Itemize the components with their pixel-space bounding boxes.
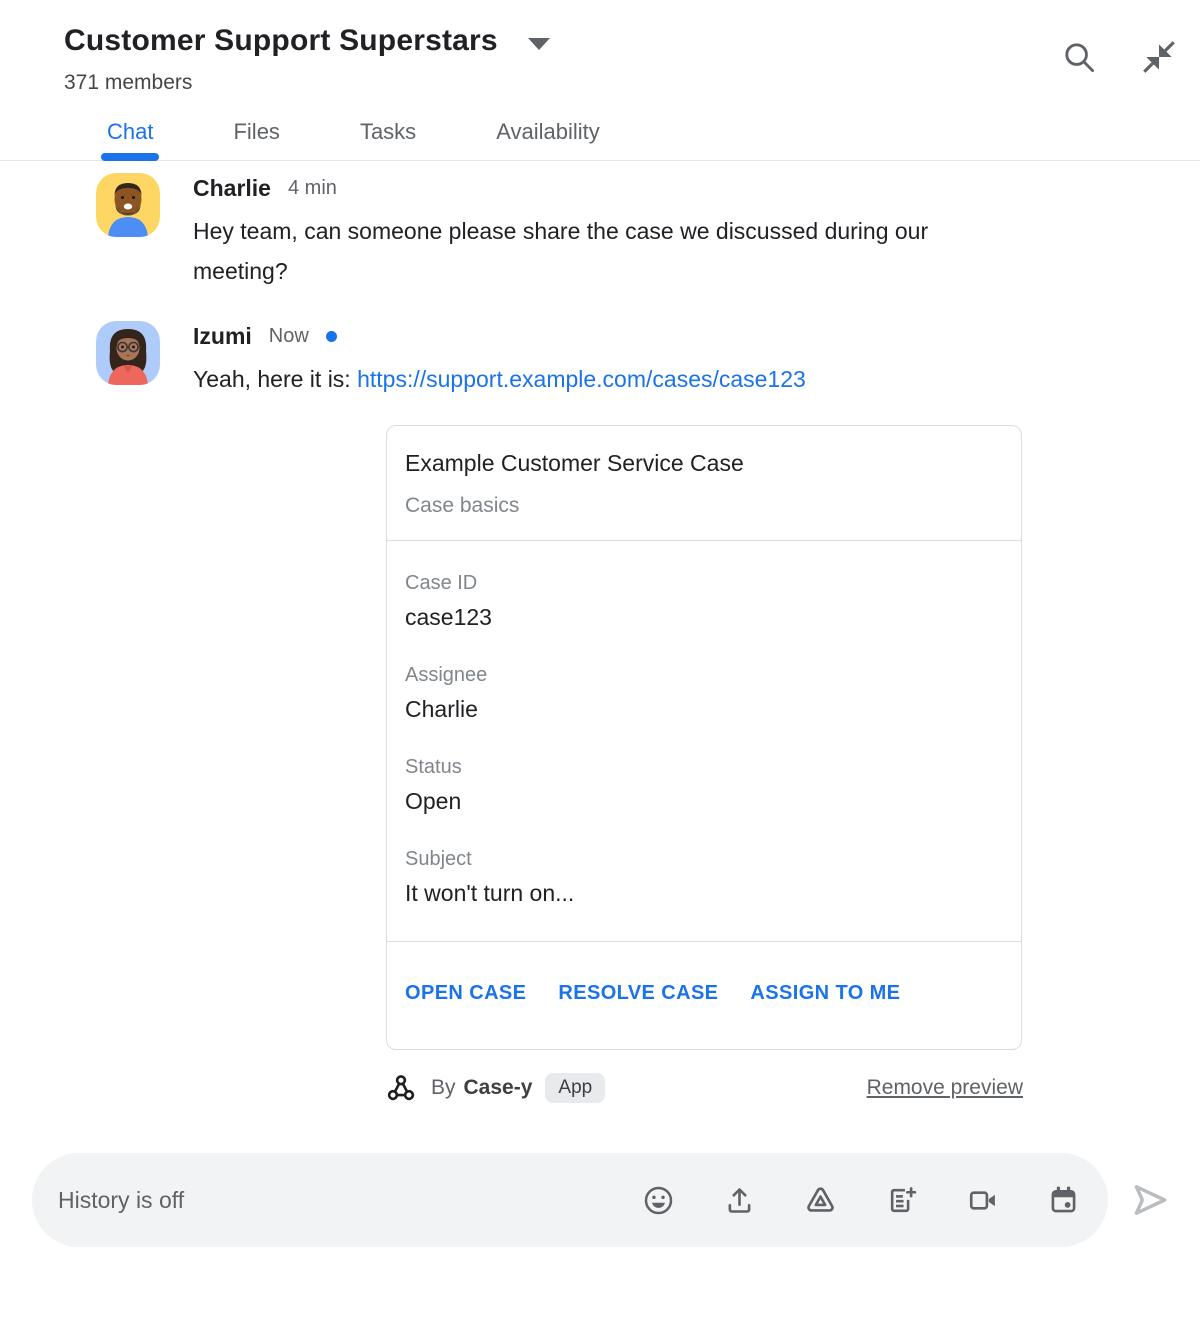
calendar-icon — [1047, 1184, 1080, 1217]
collapse-button[interactable] — [1140, 38, 1178, 76]
message-author: Charlie — [193, 175, 271, 201]
tab-tasks[interactable]: Tasks — [359, 119, 417, 144]
message-author: Izumi — [193, 323, 252, 349]
emoji-icon — [642, 1184, 675, 1217]
avatar-charlie — [96, 173, 160, 237]
message-text: Hey team, can someone please share the case we discussed during our meeting? — [193, 218, 929, 284]
assign-to-me-button[interactable]: ASSIGN TO ME — [750, 982, 901, 1004]
field-value: Open — [405, 788, 462, 814]
avatar-izumi — [96, 321, 160, 385]
page-title: Customer Support Superstars — [64, 24, 498, 57]
app-badge: App — [545, 1073, 605, 1103]
link-preview-card — [386, 425, 1022, 1050]
message-composer — [32, 1153, 1108, 1247]
drive-button[interactable] — [804, 1184, 837, 1217]
field-assignee — [405, 663, 1003, 723]
message-input[interactable] — [58, 1187, 642, 1214]
send-button[interactable] — [1128, 1178, 1172, 1222]
field-label: Status — [405, 756, 462, 778]
message-charlie — [96, 173, 1200, 291]
app-attribution — [386, 1073, 1023, 1103]
video-camera-icon — [966, 1184, 999, 1217]
tab-chat[interactable]: Chat — [107, 119, 153, 160]
remove-preview-link[interactable]: Remove preview — [866, 1076, 1023, 1099]
field-subject — [405, 847, 1003, 907]
note-add-icon — [885, 1184, 918, 1217]
message-text-prefix: Yeah, here it is: — [193, 366, 358, 392]
field-value: case123 — [405, 604, 492, 630]
case-link[interactable]: https://support.example.com/cases/case123 — [357, 366, 806, 392]
search-icon — [1060, 38, 1098, 76]
room-title-dropdown[interactable] — [64, 24, 550, 58]
tab-bar — [0, 119, 1200, 161]
collapse-icon — [1140, 38, 1178, 76]
video-camera-button[interactable] — [966, 1184, 999, 1217]
open-case-button[interactable]: OPEN CASE — [405, 982, 527, 1004]
member-count: 371 members — [64, 71, 193, 94]
emoji-button[interactable] — [642, 1184, 675, 1217]
webhook-icon — [386, 1073, 416, 1103]
card-subtitle: Case basics — [405, 494, 520, 517]
message-timestamp: 4 min — [287, 177, 337, 199]
field-value: Charlie — [405, 696, 478, 722]
resolve-case-button[interactable]: RESOLVE CASE — [558, 982, 719, 1004]
field-status — [405, 755, 1003, 815]
field-value: It won't turn on... — [405, 880, 575, 906]
note-add-button[interactable] — [885, 1184, 918, 1217]
card-title: Example Customer Service Case — [405, 450, 744, 476]
message-timestamp: Now — [268, 325, 309, 347]
send-icon — [1128, 1178, 1172, 1222]
presence-dot — [326, 331, 337, 342]
upload-button[interactable] — [723, 1184, 756, 1217]
field-label: Subject — [405, 848, 472, 870]
attribution-app-name: Case-y — [463, 1076, 533, 1099]
room-header — [0, 0, 1200, 95]
message-izumi — [96, 321, 1200, 1103]
calendar-button[interactable] — [1047, 1184, 1080, 1217]
avatar-izumi-image — [96, 321, 160, 385]
chat-message-list — [0, 161, 1200, 1103]
drive-icon — [804, 1184, 837, 1217]
message-text — [193, 359, 993, 399]
upload-icon — [723, 1184, 756, 1217]
field-case-id — [405, 571, 1003, 631]
attribution-by-label: By — [431, 1076, 456, 1099]
avatar-charlie-image — [96, 173, 160, 237]
tab-files[interactable]: Files — [233, 119, 280, 144]
field-label: Assignee — [405, 664, 488, 686]
field-label: Case ID — [405, 572, 478, 594]
search-button[interactable] — [1060, 38, 1098, 76]
chevron-down-icon — [528, 38, 550, 50]
tab-availability[interactable]: Availability — [496, 119, 600, 144]
